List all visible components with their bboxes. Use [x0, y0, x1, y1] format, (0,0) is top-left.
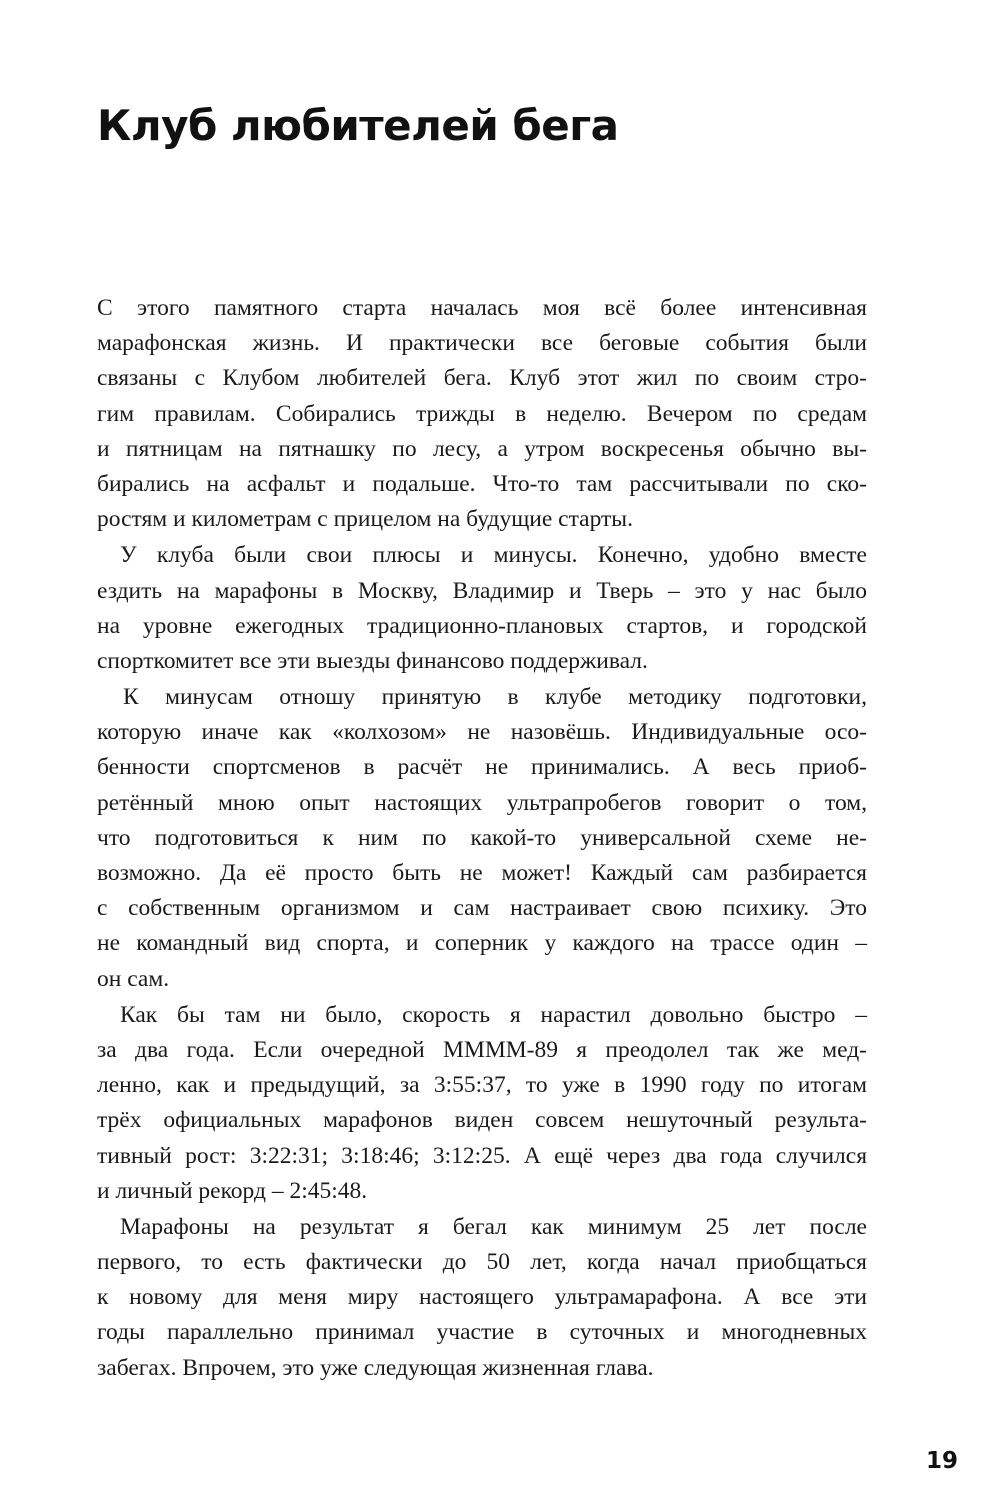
text-line: которую иначе как «колхозом» не назовёшь. Индивидуальные осо- — [97, 719, 867, 746]
paragraph-1 — [97, 291, 867, 537]
text-line: не командный вид спорта, и соперник у каждого на трассе один – — [97, 930, 867, 957]
page-number: 19 — [926, 1448, 959, 1474]
text-line: Марафоны на результат я бегал как минимум 25 лет после — [120, 1213, 867, 1240]
text-line: ездить на марафоны в Москву, Владимир и Тверь – это у нас было — [97, 577, 867, 604]
paragraph-2 — [97, 538, 867, 679]
chapter-title: Клуб любителей бега — [97, 101, 619, 150]
paragraph-3 — [97, 680, 867, 997]
text-line: на уровне ежегодных традиционно-плановых стартов, и городской — [97, 612, 867, 639]
text-line: марафонская жизнь. И практически все беговые события были — [97, 330, 867, 357]
text-line: бирались на асфальт и подальше. Что-то там рассчитывали по ско- — [97, 470, 867, 497]
text-line: У клуба были свои плюсы и минусы. Конечно, удобно вместе — [120, 542, 867, 569]
text-line: годы параллельно принимал участие в суточных и многодневных — [97, 1319, 867, 1346]
paragraph-4 — [97, 998, 867, 1209]
text-line: ретённый мною опыт настоящих ультрапробегов говорит о том, — [97, 789, 867, 816]
text-line: и личный рекорд – 2:45:48. — [97, 1177, 368, 1204]
text-line: ленно, как и предыдущий, за 3:55:37, то уже в 1990 году по итогам — [97, 1072, 867, 1099]
text-line: он сам. — [97, 965, 170, 992]
paragraph-5 — [97, 1210, 867, 1386]
text-line: К минусам отношу принятую в клубе методику подготовки, — [123, 684, 867, 711]
text-line: связаны с Клубом любителей бега. Клуб этот жил по своим стро- — [97, 365, 867, 392]
text-line: гим правилам. Собирались трижды в неделю. Вечером по средам — [97, 400, 867, 427]
text-line: бенности спортсменов в расчёт не принимались. А весь приоб- — [97, 754, 867, 781]
text-line: за два года. Если очередной ММММ-89 я преодолел так же мед- — [97, 1036, 867, 1063]
text-line: первого, то есть фактически до 50 лет, когда начал приобщаться — [97, 1249, 867, 1276]
text-line: Как бы там ни было, скорость я нарастил довольно быстро – — [120, 1001, 867, 1028]
text-line: и пятницам на пятнашку по лесу, а утром воскресенья обычно вы- — [97, 435, 867, 462]
text-line: трёх официальных марафонов виден совсем нешуточный результа- — [97, 1107, 867, 1134]
text-line: тивный рост: 3:22:31; 3:18:46; 3:12:25. А ещё через два года случился — [97, 1142, 867, 1169]
text-line: забегах. Впрочем, это уже следующая жизненная глава. — [97, 1354, 654, 1381]
text-line: с собственным организмом и сам настраивает свою психику. Это — [97, 895, 867, 922]
text-line: С этого памятного старта началась моя всё более интенсивная — [97, 295, 867, 321]
text-line: спорткомитет все эти выезды финансово поддерживал. — [97, 647, 648, 674]
text-line: возможно. Да её просто быть не может! Каждый сам разбирается — [97, 860, 867, 886]
text-line: ростям и километрам с прицелом на будущие старты. — [97, 506, 633, 533]
text-line: к новому для меня миру настоящего ультрамарафона. А все эти — [97, 1284, 867, 1311]
text-line: что подготовиться к ним по какой-то универсальной схеме не- — [97, 824, 867, 851]
body-text — [97, 291, 867, 1387]
